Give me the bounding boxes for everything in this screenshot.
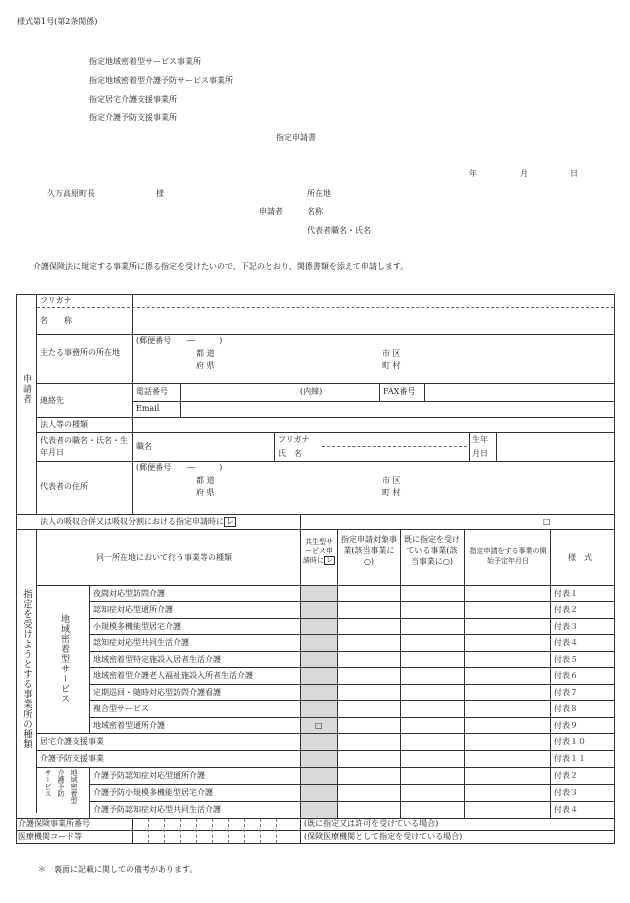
office-address-label: 主たる事務所の所在地 — [40, 348, 120, 357]
home-care-form: 付表１０ — [554, 737, 586, 746]
rep-name-dob-label: 代表者の職名・氏名・生年月日 — [40, 436, 128, 457]
header-form: 様 式 — [568, 553, 592, 562]
rep-postal-label: (郵便番号 ― ) — [136, 463, 223, 472]
name-field-label: 名 称 — [40, 316, 72, 325]
merger-text: 法人の吸収合併又は吸収分割における指定申請時に — [40, 517, 224, 526]
header-shared-text: 共生型サービス申請時に — [303, 538, 333, 565]
prev-row-2-name: 介護予防小規模多機能型居宅介護 — [93, 788, 213, 797]
rep-todofuken-1: 都 道 — [196, 476, 215, 485]
header-shared-mark: レ — [326, 556, 333, 564]
todofuken-label-2: 府 県 — [196, 361, 215, 370]
date-month-label: 月 — [520, 169, 528, 178]
service-row-7-form: 付表７ — [554, 688, 578, 697]
prev-row-1-form: 付表２ — [554, 771, 578, 780]
service-row-8-name: 複合型サービス — [93, 704, 149, 713]
merger-label — [40, 517, 236, 527]
date-year-label: 年 — [469, 169, 477, 178]
fax-label: FAX番号 — [383, 387, 416, 396]
rep-full-name-label: 氏 名 — [278, 449, 302, 458]
corp-type-label: 法人等の種類 — [40, 420, 88, 429]
rep-shiku-label: 市 区 — [382, 476, 401, 485]
date-day-label: 日 — [570, 169, 578, 178]
community-group-label: 地域密着型サービス — [59, 614, 69, 704]
document-title: 指定申請書 — [276, 133, 316, 142]
header-service-kind: 同一所在地において行う事業等の種類 — [96, 553, 232, 562]
prev-row-3-name: 介護予防認知症対応型共同生活介護 — [93, 805, 221, 814]
home-care-name: 居宅介護支援事業 — [40, 737, 104, 746]
service-row-6-form: 付表６ — [554, 671, 578, 680]
service-row-7-name: 定期巡回・随時対応型訪問介護看護 — [93, 688, 221, 697]
prevention-support-form: 付表１１ — [554, 754, 586, 763]
contact-label: 連絡先 — [40, 396, 64, 405]
email-label: Email — [136, 404, 160, 413]
service-row-5-name: 地域密着型特定施設入居者生活介護 — [93, 655, 221, 664]
facility-type-1: 指定地域密着型サービス事業所 — [89, 57, 201, 66]
application-form — [16, 294, 615, 844]
prev-row-2-form: 付表３ — [554, 788, 578, 797]
services-section-label: 指定を受けようとする事業所の種類 — [21, 589, 32, 749]
representative-label: 代表者職名・氏名 — [307, 226, 371, 235]
service-row-4-form: 付表４ — [554, 638, 578, 647]
title-field-label: 職名 — [136, 442, 152, 451]
insurance-number-label: 介護保険事業所番号 — [18, 819, 90, 828]
honorific: 様 — [156, 189, 164, 198]
rep-address-label: 代表者の住所 — [40, 482, 88, 491]
birth-label-2: 月日 — [472, 449, 488, 458]
birth-label-1: 生年 — [472, 435, 488, 444]
insurance-number-note: (既に指定又は許可を受けている場合) — [304, 819, 439, 828]
service-row-3-form: 付表３ — [554, 622, 578, 631]
application-statement: 介護保険法に規定する事業所に係る指定を受けたいので、下記のとおり、関係書類を添えて申請します。 — [33, 262, 409, 271]
furigana-label: フリガナ — [40, 296, 72, 305]
addressee: 久万高原町長 — [47, 189, 95, 198]
service-row-9-shared-checkbox[interactable]: □ — [315, 721, 323, 730]
header-start-date: 指定申請をする事業の開始予定年月日 — [469, 547, 547, 565]
rep-chouson-label: 町 村 — [382, 488, 401, 497]
todofuken-label-1: 都 道 — [196, 349, 215, 358]
footer-note: ＊ 裏面に記載に関しての備考があります。 — [38, 865, 198, 874]
prevention-support-name: 介護予防支援事業 — [40, 754, 104, 763]
shaded-cells-shared-3 — [300, 768, 337, 818]
address-label: 所在地 — [307, 189, 331, 198]
facility-type-4: 指定介護予防支援事業所 — [89, 113, 177, 122]
service-row-9-name: 地域密着型通所介護 — [93, 721, 165, 730]
service-row-3-name: 小規模多機能型居宅介護 — [93, 622, 181, 631]
facility-type-2: 指定地域密着型介護予防サービス事業所 — [89, 76, 233, 85]
service-row-9-form: 付表９ — [554, 721, 578, 730]
medical-code-label: 医療機関コード等 — [18, 832, 82, 841]
applicant-section-label: 申請者 — [21, 374, 31, 404]
form-number: 様式第1号(第2条関係) — [17, 17, 98, 26]
phone-label: 電話番号 — [136, 387, 168, 396]
service-row-1-name: 夜間対応型訪問介護 — [93, 589, 165, 598]
header-shared-service — [303, 538, 335, 566]
prev-row-3-form: 付表４ — [554, 805, 578, 814]
prev-group-label-2: 介護予防 — [57, 769, 65, 797]
service-row-6-name: 地域密着型介護老人福祉施設入所者生活介護 — [93, 671, 253, 680]
rep-todofuken-2: 府 県 — [196, 488, 215, 497]
chouson-label: 町 村 — [382, 361, 401, 370]
merger-check-box[interactable]: レ — [226, 517, 234, 526]
rep-furigana-label: フリガナ — [278, 435, 310, 444]
prev-group-label-3: サービス — [44, 769, 52, 797]
applicant-label: 申請者 — [259, 207, 283, 216]
prev-group-label-1: 地域密着型 — [70, 769, 78, 804]
service-row-5-form: 付表５ — [554, 655, 578, 664]
service-row-2-name: 認知症対応型通所介護 — [93, 605, 173, 614]
service-row-8-form: 付表８ — [554, 704, 578, 713]
extension-label: (内線) — [300, 387, 323, 396]
header-target-service: 指定申請対象事業(該当事業に○) — [341, 535, 397, 566]
medical-code-note: (保険医療機関として指定を受けている場合) — [304, 832, 463, 841]
merger-checkbox[interactable]: □ — [543, 517, 551, 526]
name-label: 名称 — [307, 207, 323, 216]
service-row-4-name: 認知症対応型共同生活介護 — [93, 638, 189, 647]
service-row-2-form: 付表２ — [554, 605, 578, 614]
shiku-label: 市 区 — [382, 349, 401, 358]
service-row-1-form: 付表１ — [554, 589, 578, 598]
postal-code-label: (郵便番号 ― ) — [136, 336, 223, 345]
facility-type-3: 指定居宅介護支援事業所 — [89, 95, 177, 104]
prev-row-1-name: 介護予防認知症対応型通所介護 — [93, 771, 205, 780]
header-existing-service: 既に指定を受けている事業(該当事業に○) — [404, 535, 460, 566]
